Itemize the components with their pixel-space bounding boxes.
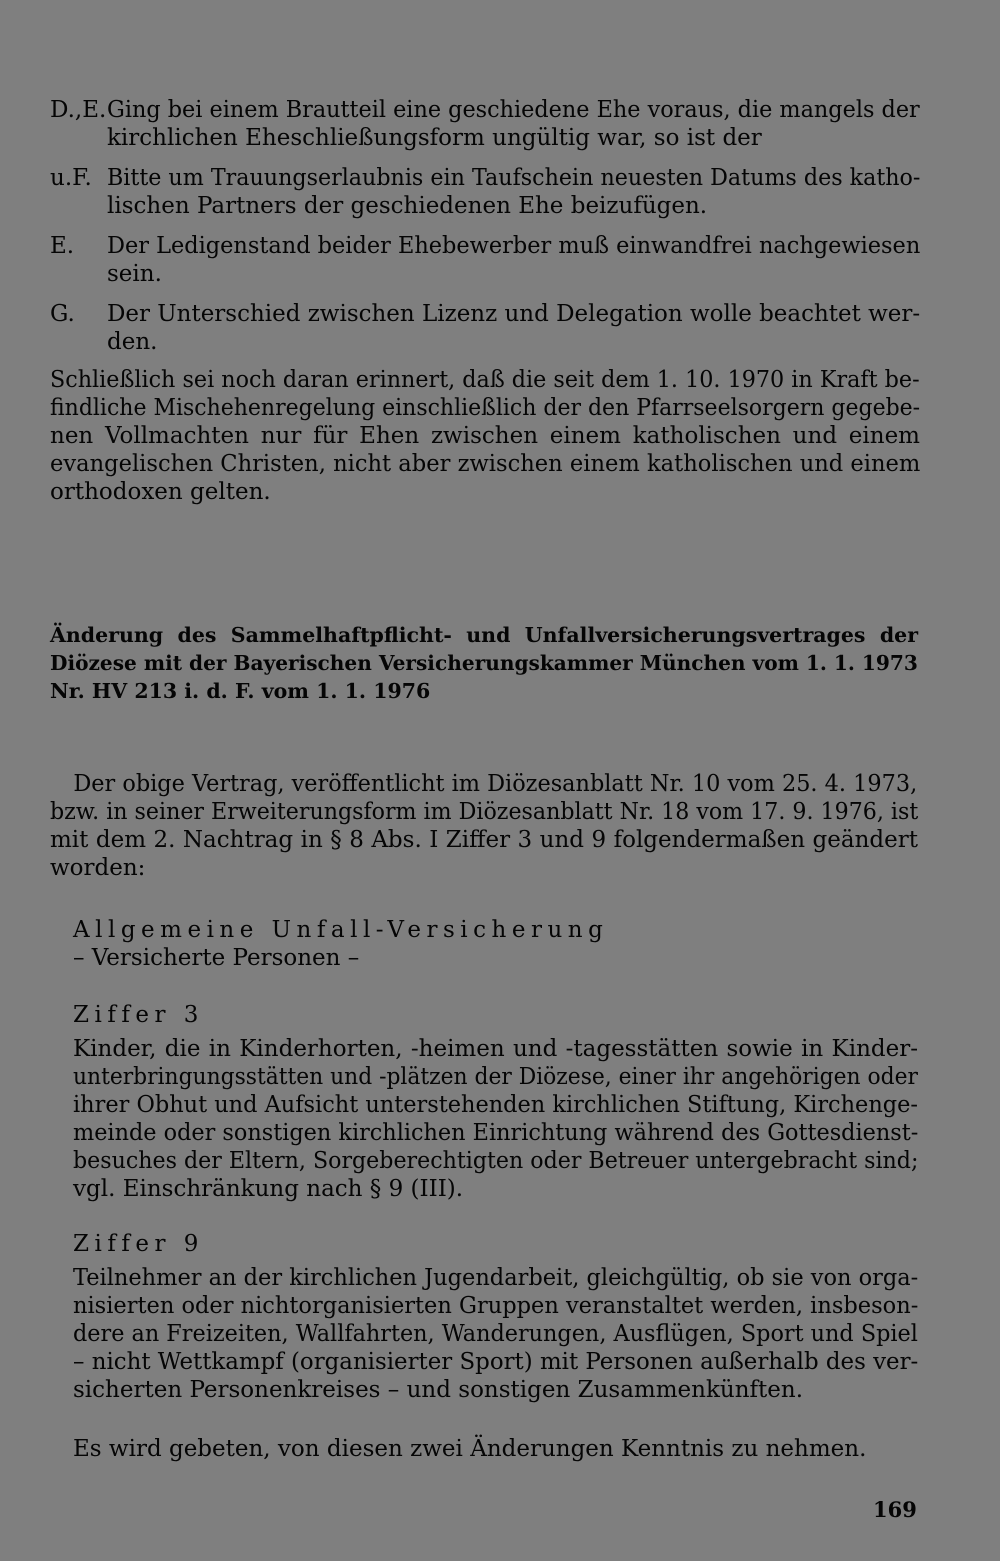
closing-note-line: evangelischen Christen, nicht aber zwischen einem katholischen und einem (50, 451, 921, 477)
ziffer-3-line: ihrer Obhut und Aufsicht unterstehenden kirchlichen Stiftung, Kirchenge- (73, 1092, 918, 1118)
ziffer-9-title: Ziffer 9 (73, 1231, 204, 1257)
ziffer-3-line: unterbringungsstätten und -plätzen der Diözese, einer ihr angehörigen oder (73, 1064, 918, 1090)
item-line: Der Unterschied zwischen Lizenz und Delegation wolle beachtet wer- (107, 301, 921, 327)
item-mark: E. (50, 233, 75, 259)
item-line: Der Ledigenstand beider Ehebewerber muß einwandfrei nachgewiesen (107, 233, 921, 259)
closing-note-line: findliche Mischehenregelung einschließlich der den Pfarrseelsorgern gegebe- (50, 395, 921, 421)
item-line: sein. (107, 261, 162, 287)
ziffer-9-line: Teilnehmer an der kirchlichen Jugendarbeit, gleichgültig, ob sie von orga- (73, 1265, 919, 1291)
page-number: 169 (873, 1497, 917, 1522)
closing-note-line: Schließlich sei noch daran erinnert, daß die seit dem 1. 10. 1970 in Kraft be- (50, 367, 920, 393)
intro-line: bzw. in seiner Erweiterungsform im Diözesanblatt Nr. 18 vom 17. 9. 1976, ist (50, 799, 919, 825)
insurance-section-title: Allgemeine Unfall-Versicherung (73, 917, 609, 943)
item-mark: G. (50, 301, 75, 327)
insurance-section-subtitle: – Versicherte Personen – (73, 945, 360, 971)
intro-line: mit dem 2. Nachtrag in § 8 Abs. I Ziffer 3 und 9 folgendermaßen geändert (50, 827, 918, 853)
final-note: Es wird gebeten, von diesen zwei Änderungen Kenntnis zu nehmen. (73, 1436, 867, 1462)
intro-line: Der obige Vertrag, veröffentlicht im Diözesanblatt Nr. 10 vom 25. 4. 1973, (73, 771, 918, 797)
ziffer-9-line: – nicht Wettkampf (organisierter Sport) mit Personen außerhalb des ver- (73, 1349, 919, 1375)
closing-note-line: orthodoxen gelten. (50, 479, 271, 505)
item-line: lischen Partners der geschiedenen Ehe beizufügen. (107, 193, 708, 219)
section-heading-line: Änderung des Sammelhaftpflicht- und Unfallversicherungsvertrages der (50, 623, 918, 647)
ziffer-9-line: dere an Freizeiten, Wallfahrten, Wanderungen, Ausflügen, Sport und Spiel (73, 1321, 918, 1347)
ziffer-3-line: meinde oder sonstigen kirchlichen Einrichtung während des Gottesdienst- (73, 1120, 919, 1146)
ziffer-9-line: sicherten Personenkreises – und sonstigen Zusammenkünften. (73, 1377, 804, 1403)
ziffer-3-line: besuches der Eltern, Sorgeberechtigten oder Betreuer untergebracht sind; (73, 1148, 919, 1174)
item-mark: u.F. (50, 165, 92, 191)
ziffer-3-title: Ziffer 3 (73, 1002, 204, 1028)
item-line: Ging bei einem Brautteil eine geschiedene Ehe voraus, die mangels der (107, 97, 920, 123)
section-heading-line: Nr. HV 213 i. d. F. vom 1. 1. 1976 (50, 679, 431, 703)
item-line: Bitte um Trauungserlaubnis ein Taufschein neuesten Datums des katho- (107, 165, 921, 191)
intro-line: worden: (50, 855, 146, 881)
ziffer-3-line: Kinder, die in Kinderhorten, -heimen und -tagesstätten sowie in Kinder- (73, 1036, 918, 1062)
ziffer-3-line: vgl. Einschränkung nach § 9 (III). (73, 1176, 464, 1202)
section-heading-line: Diözese mit der Bayerischen Versicherungskammer München vom 1. 1. 1973 (50, 651, 918, 675)
item-line: kirchlichen Eheschließungsform ungültig war, so ist der (107, 125, 762, 151)
closing-note-line: nen Vollmachten nur für Ehen zwischen einem katholischen und einem (50, 423, 920, 449)
item-line: den. (107, 329, 158, 355)
ziffer-9-line: nisierten oder nichtorganisierten Gruppen veranstaltet werden, insbeson- (73, 1293, 919, 1319)
item-mark: D.,E. (50, 97, 107, 123)
